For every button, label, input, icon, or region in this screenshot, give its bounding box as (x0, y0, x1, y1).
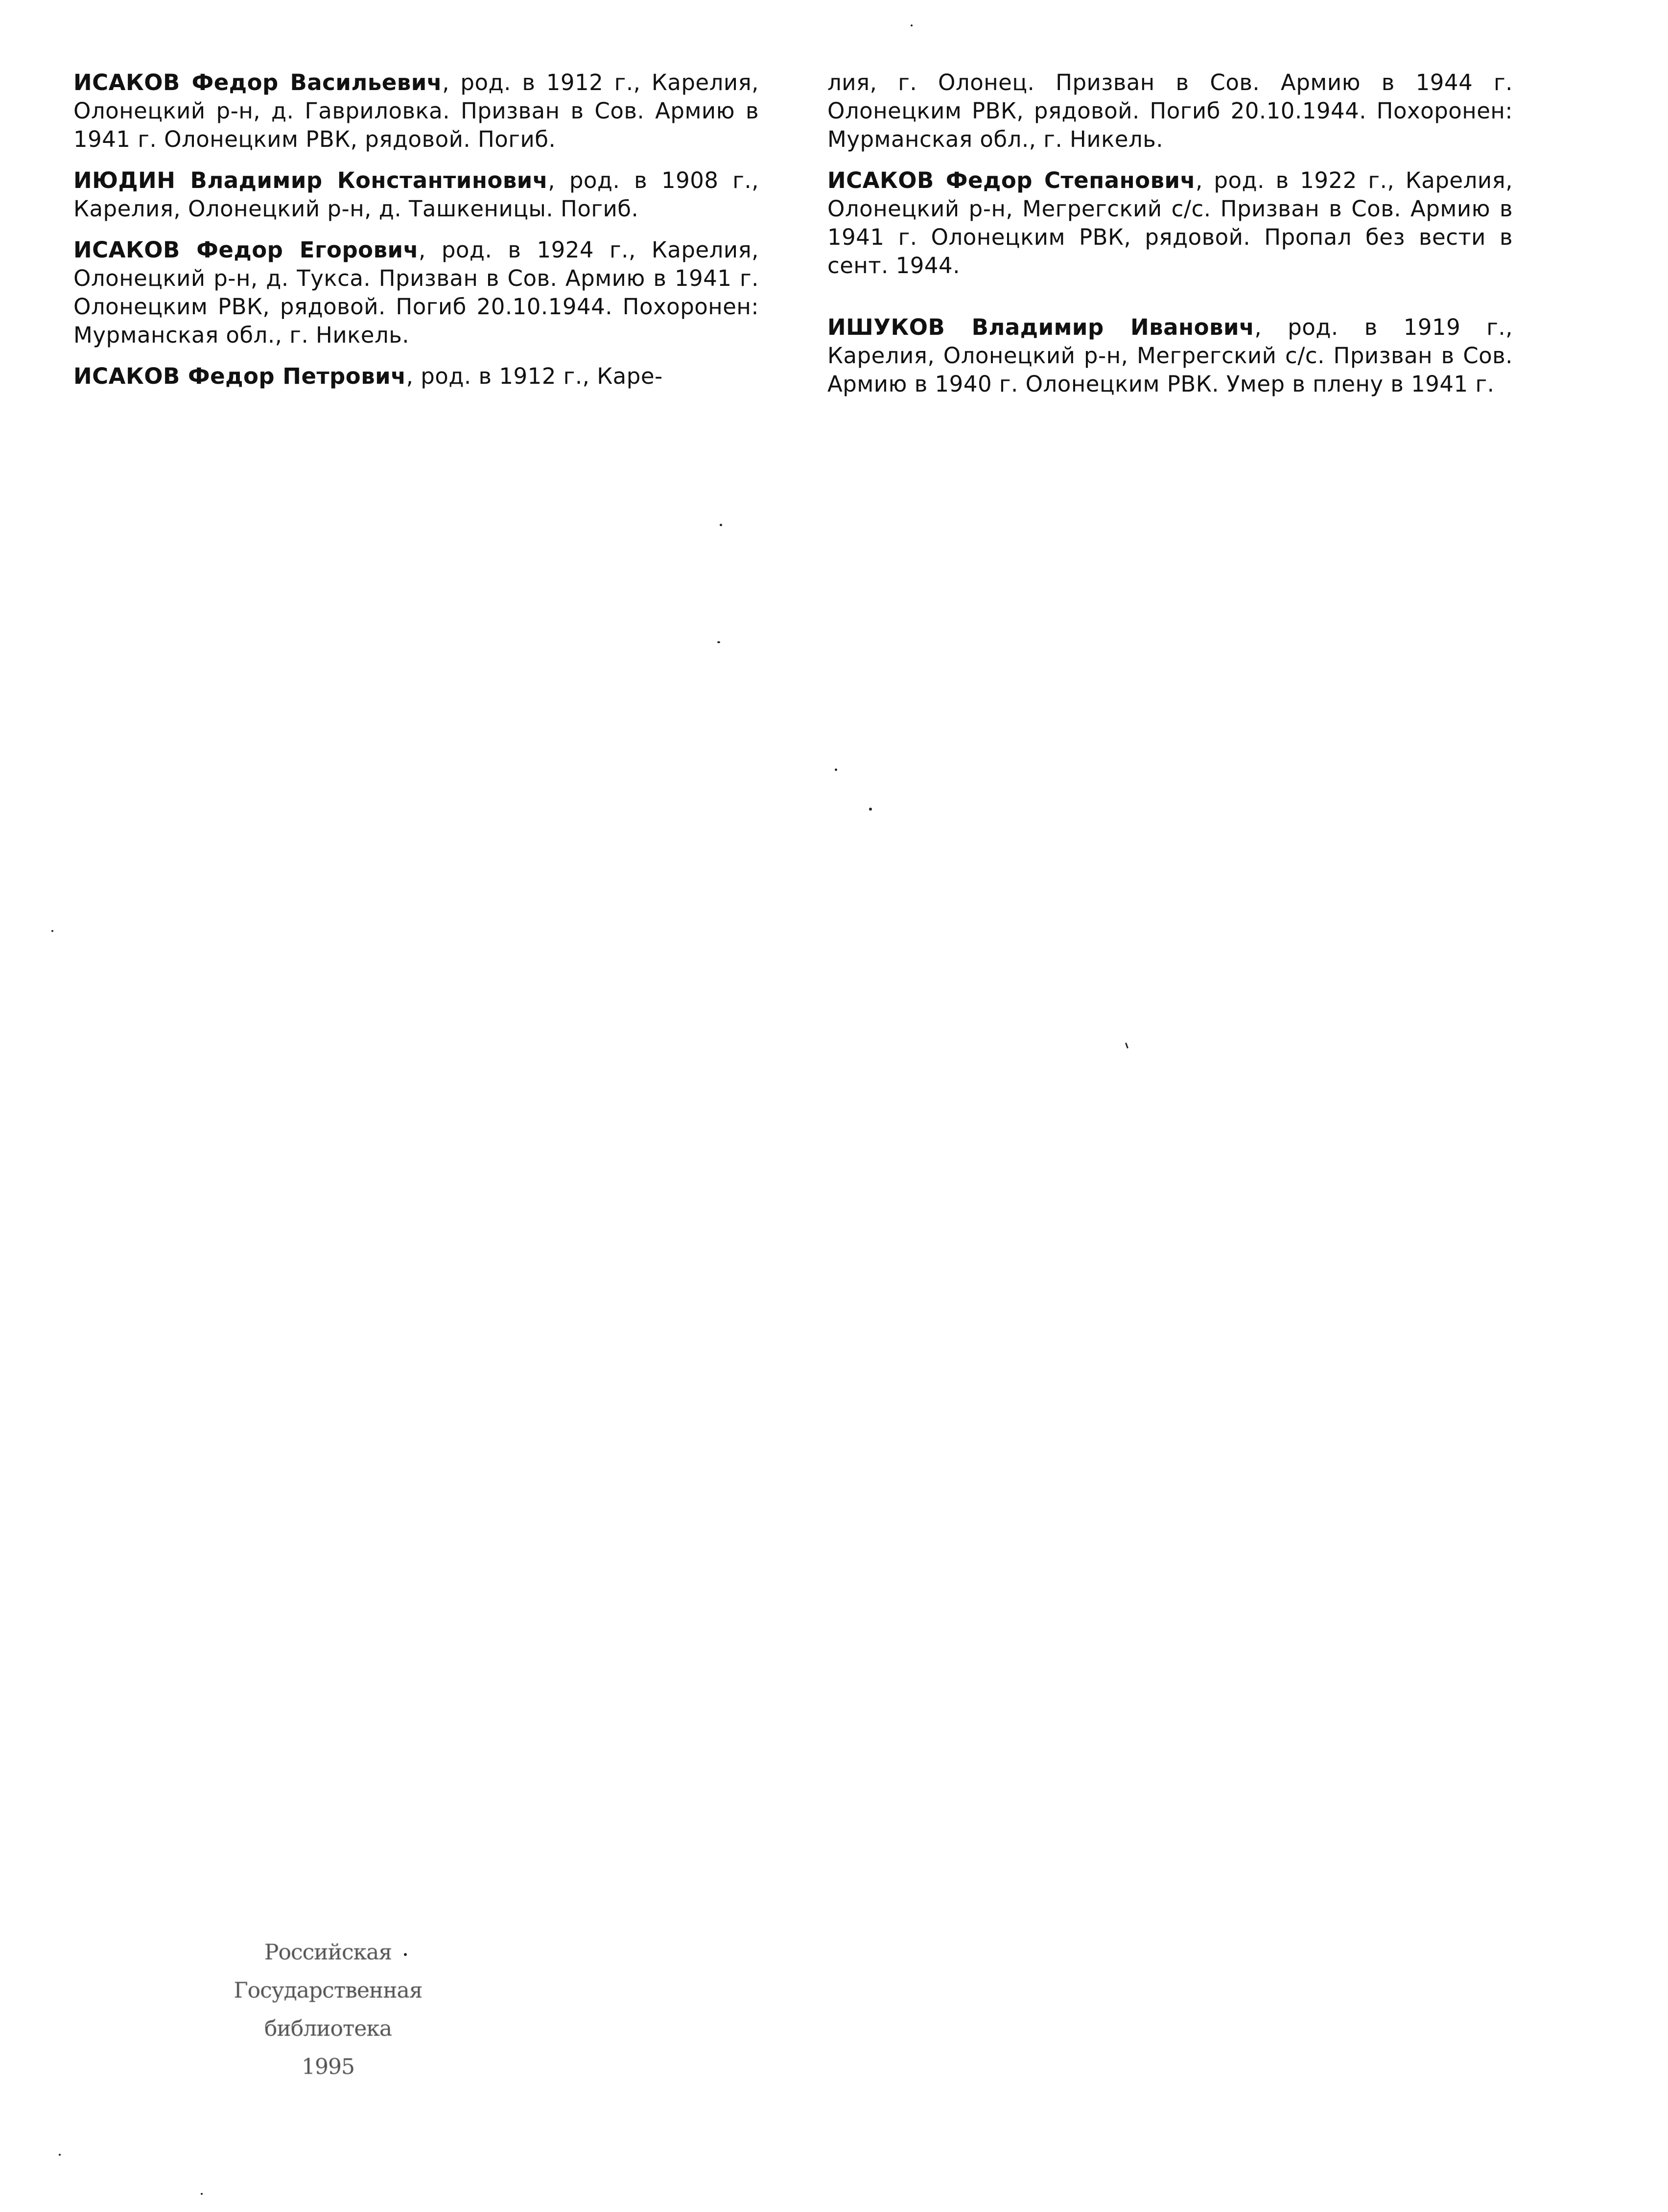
entry-text: , род. в 1908 г., Карелия, Олонецкий р-н, д. Ташкеницы. Погиб. (73, 167, 759, 222)
entry-isakov-fedor-egorovich (73, 236, 759, 349)
entry-text: , род. в 1912 г., Каре- (406, 363, 663, 389)
entry-continuation-isakov-fedor-petrovich (827, 69, 1513, 154)
entry-isakov-fedor-petrovich (73, 362, 759, 391)
entry-isakov-fedor-stepanovich (827, 166, 1513, 280)
right-column (827, 69, 1513, 411)
entry-name: ИСАКОВ Федор Егорович (73, 237, 419, 263)
scan-speck (835, 768, 837, 771)
entry-iyudin-vladimir-konstantinovich (73, 166, 759, 223)
entry-isakov-fedor-vasilevich (73, 69, 759, 154)
entry-text: , род. в 1919 г., Карелия, Олонецкий р-н, Мегрегский с/с. Призван в Сов. Армию в 1940 г. Олонецким РВК. Умер в плену в 1941 г. (827, 314, 1513, 397)
scan-speck (201, 2193, 203, 2195)
stamp-line-1: Российская (264, 1940, 392, 1965)
stamp-line-3: библиотека (264, 2016, 392, 2041)
entry-text: , род. в 1922 г., Карелия, Олонецкий р-н, Мегрегский с/с. Призван в Сов. Армию в 1941 г. Олонецким РВК, рядовой. Пропал без вести в сент. 1944. (827, 167, 1513, 279)
scan-speck (59, 2154, 61, 2156)
stamp-line-4: 1995 (302, 2054, 354, 2079)
library-stamp (206, 1933, 450, 2086)
entry-text: лия, г. Олонец. Призван в Сов. Армию в 1944 г. Олонецким РВК, рядовой. Погиб 20.10.1944. Похоронен: Мурманская обл., г. Никель. (827, 70, 1513, 152)
scan-speck (911, 24, 913, 26)
entry-name: ИЮДИН Владимир Константинович (73, 167, 548, 193)
entry-name: ИСАКОВ Федор Васильевич (73, 70, 443, 95)
scan-speck (869, 808, 872, 811)
scan-speck (51, 930, 53, 932)
entry-name: ИШУКОВ Владимир Иванович (827, 314, 1255, 340)
entry-name: ИСАКОВ Федор Степанович (827, 167, 1196, 193)
entry-ishukov-vladimir-ivanovich (827, 313, 1513, 398)
scan-speck (404, 1953, 407, 1956)
scan-speck (1125, 1043, 1128, 1048)
stamp-line-2: Государственная (234, 1978, 423, 2003)
scan-speck (720, 524, 722, 526)
scan-speck (717, 641, 720, 643)
entry-name: ИСАКОВ Федор Петрович (73, 363, 406, 389)
entry-text: , род. в 1912 г., Карелия, Олонецкий р-н, д. Гавриловка. Призван в Сов. Армию в 1941 г. Олонецким РВК, рядовой. Погиб. (73, 70, 759, 152)
entry-text: , род. в 1924 г., Карелия, Олонецкий р-н, д. Тукса. Призван в Сов. Армию в 1941 г. Олонецким РВК, рядовой. Погиб 20.10.1944. Похоронен: Мурманская обл., г. Никель. (73, 237, 759, 348)
left-column (73, 69, 759, 403)
